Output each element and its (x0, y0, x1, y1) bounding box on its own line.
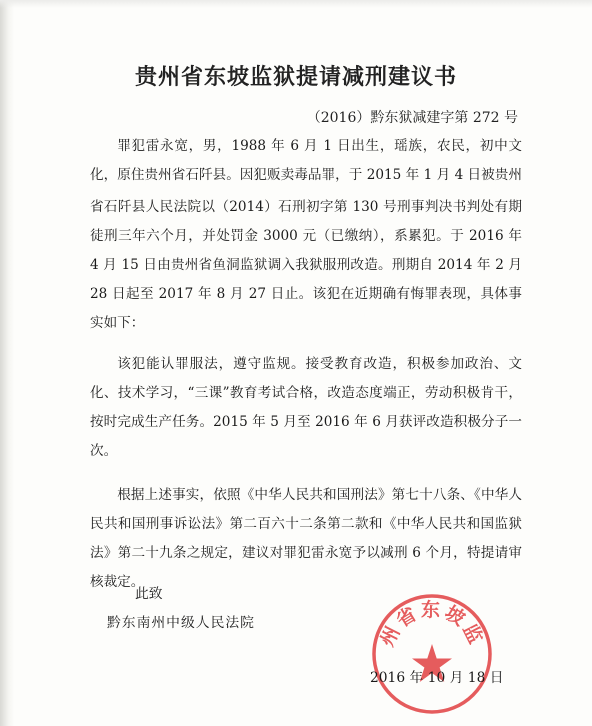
page-shadow-left (0, 0, 14, 726)
addressee: 黔东南州中级人民法院 (107, 615, 255, 631)
document-title: 贵州省东坡监狱提请减刑建议书 (134, 64, 457, 90)
seal-inscription: 贵州省东坡监狱 (356, 573, 488, 651)
document-number: （2016）黔东狱减建字第 272 号 (306, 110, 518, 126)
official-seal (356, 573, 496, 718)
paragraph-facts (90, 132, 522, 338)
paragraph-facts-part2: 。因犯贩卖毒品罪，于 2015 年 1 月 4 日被贵州省石阡县人民法院以（2014）石刑初字第 130 号刑事判决书判处有期徒刑三年六个月，并处罚金 3000 元（已缴纳），系累犯。于 2016 年 4 月 15 日由贵州省鱼洞监狱调入我狱服刑改造。刑期自 2014 年 2 月 28 日起至 2017 年 8 月 27 日止。该犯在近期确有悔罪表现，具体事实如下： (90, 167, 523, 331)
paragraph-conduct: 该犯能认罪服法，遵守监规。接受教育改造，积极参加政治、文化、技术学习，“三课”教育考试合格，改造态度端正，劳动积极肯干，按时完成生产任务。2015 年 5 月至 2016 年 6 月获评改造积极分子一次。 (90, 356, 522, 459)
salutation: 此致 (135, 586, 163, 602)
paragraph-recommendation: 根据上述事实，依照《中华人民共和国刑法》第七十八条、《中华人民共和国刑事诉讼法》第二百六十二条第二款和《中华人民共和国监狱法》第二十九条之规定，建议对罪犯雷永宽予以减刑 6 个月，特提请审核裁定。 (90, 487, 522, 590)
paragraph-facts-part1: 罪犯雷永宽，男，1988 年 6 月 1 日出生，瑶族，农民，初中文化，原住贵州省石阡县 (90, 138, 522, 183)
page-shadow-top (0, 0, 592, 8)
document-date: 2016 年 10 月 18 日 (370, 670, 504, 686)
